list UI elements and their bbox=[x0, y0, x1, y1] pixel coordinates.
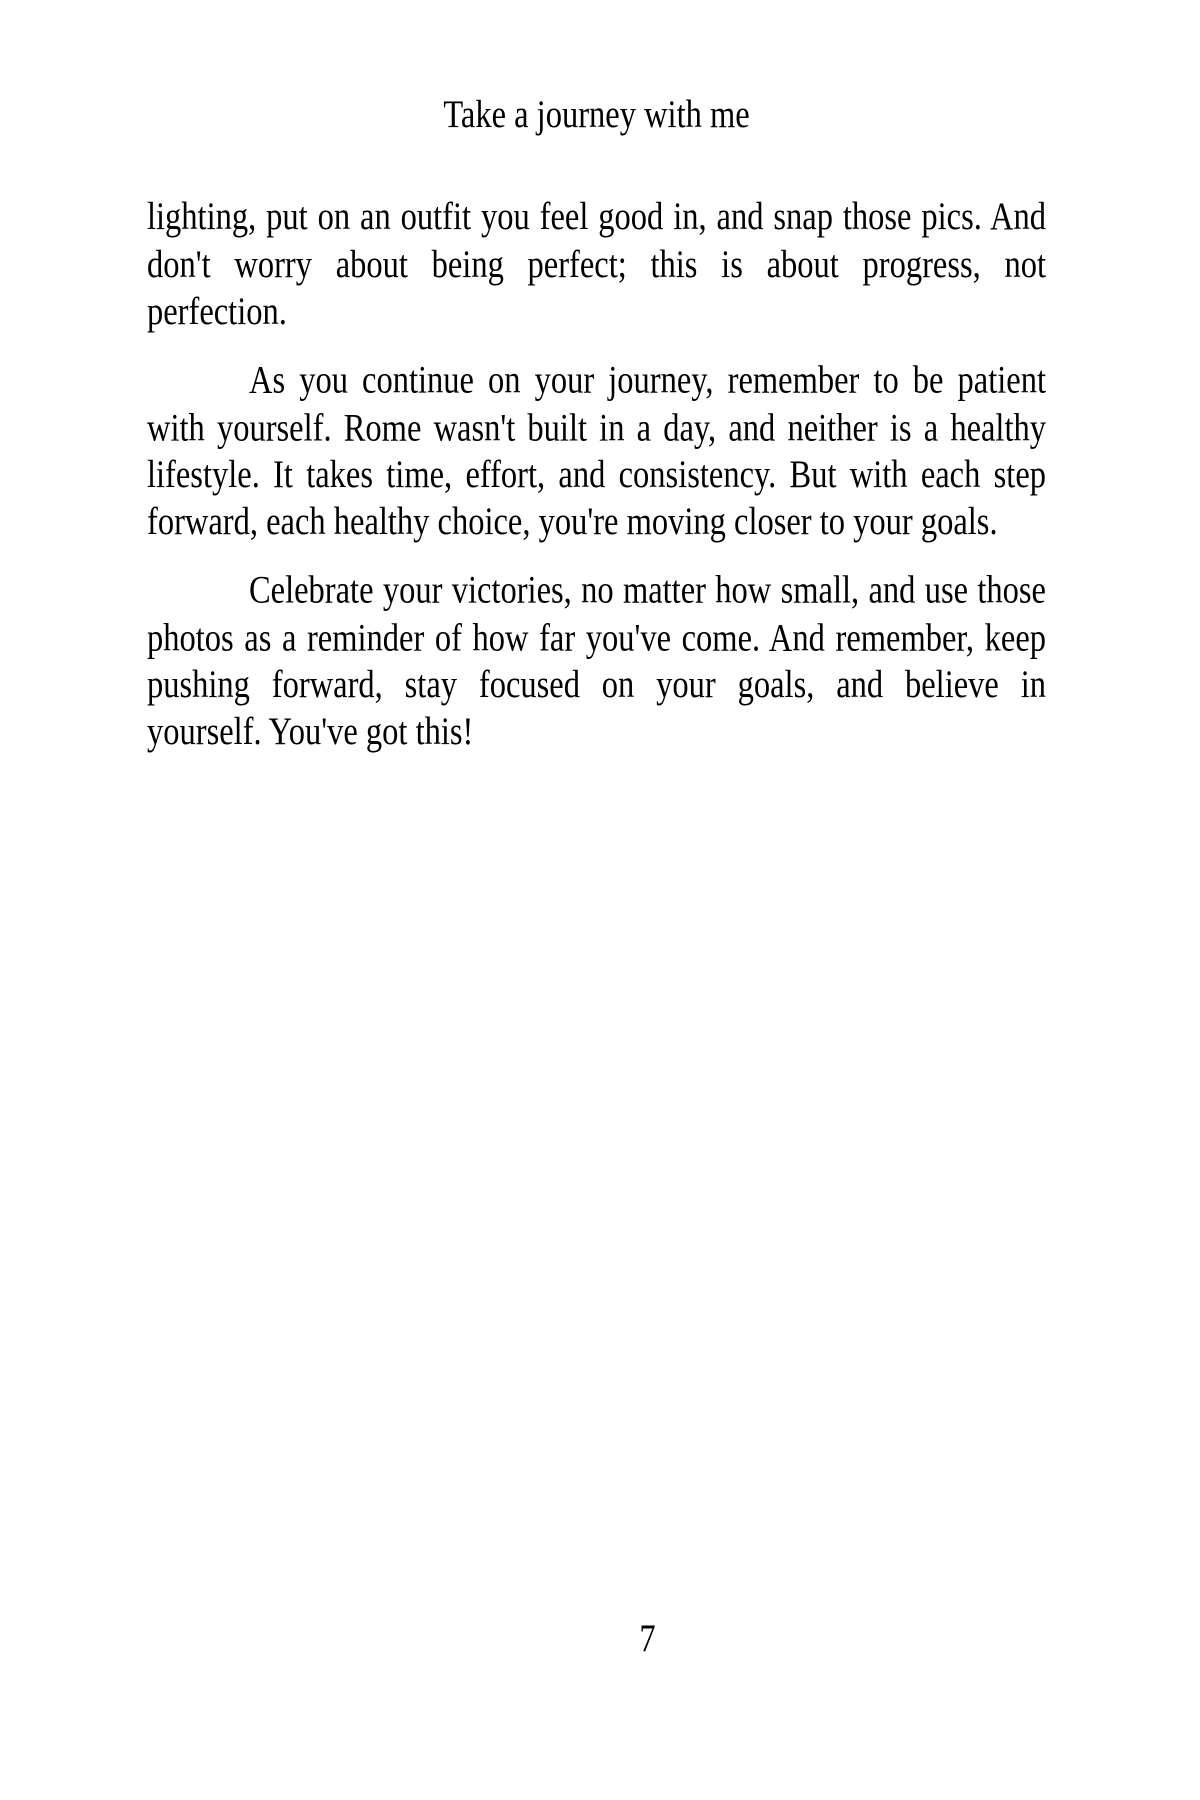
text-line: don't worry about being perfect; this is about progress, not bbox=[147, 243, 1046, 287]
paragraph bbox=[147, 568, 1046, 757]
text-line: pushing forward, stay focused on your goals, and believe in bbox=[147, 663, 1046, 707]
paragraph bbox=[147, 358, 1046, 547]
text-line: lighting, put on an outfit you feel good in, and snap those pics. And bbox=[147, 196, 1046, 240]
text-line: Celebrate your victories, no matter how small, and use those bbox=[249, 569, 1046, 613]
paragraph bbox=[147, 195, 1046, 337]
text-line: with yourself. Rome wasn't built in a day, and neither is a healthy bbox=[147, 406, 1046, 450]
page-title: Take a journey with me bbox=[443, 93, 750, 137]
text-line: perfection. bbox=[147, 290, 287, 334]
text-line: yourself. You've got this! bbox=[147, 710, 474, 755]
text-line: lifestyle. It takes time, effort, and consistency. But with each step bbox=[147, 453, 1046, 497]
page-number: 7 bbox=[639, 1617, 656, 1661]
page-content bbox=[147, 0, 1046, 1800]
text-line: photos as a reminder of how far you've come. And remember, keep bbox=[147, 616, 1046, 660]
body-text bbox=[147, 195, 1046, 757]
text-line: As you continue on your journey, remember to be patient bbox=[249, 358, 1046, 403]
text-line: forward, each healthy choice, you're moving closer to your goals. bbox=[147, 500, 998, 545]
